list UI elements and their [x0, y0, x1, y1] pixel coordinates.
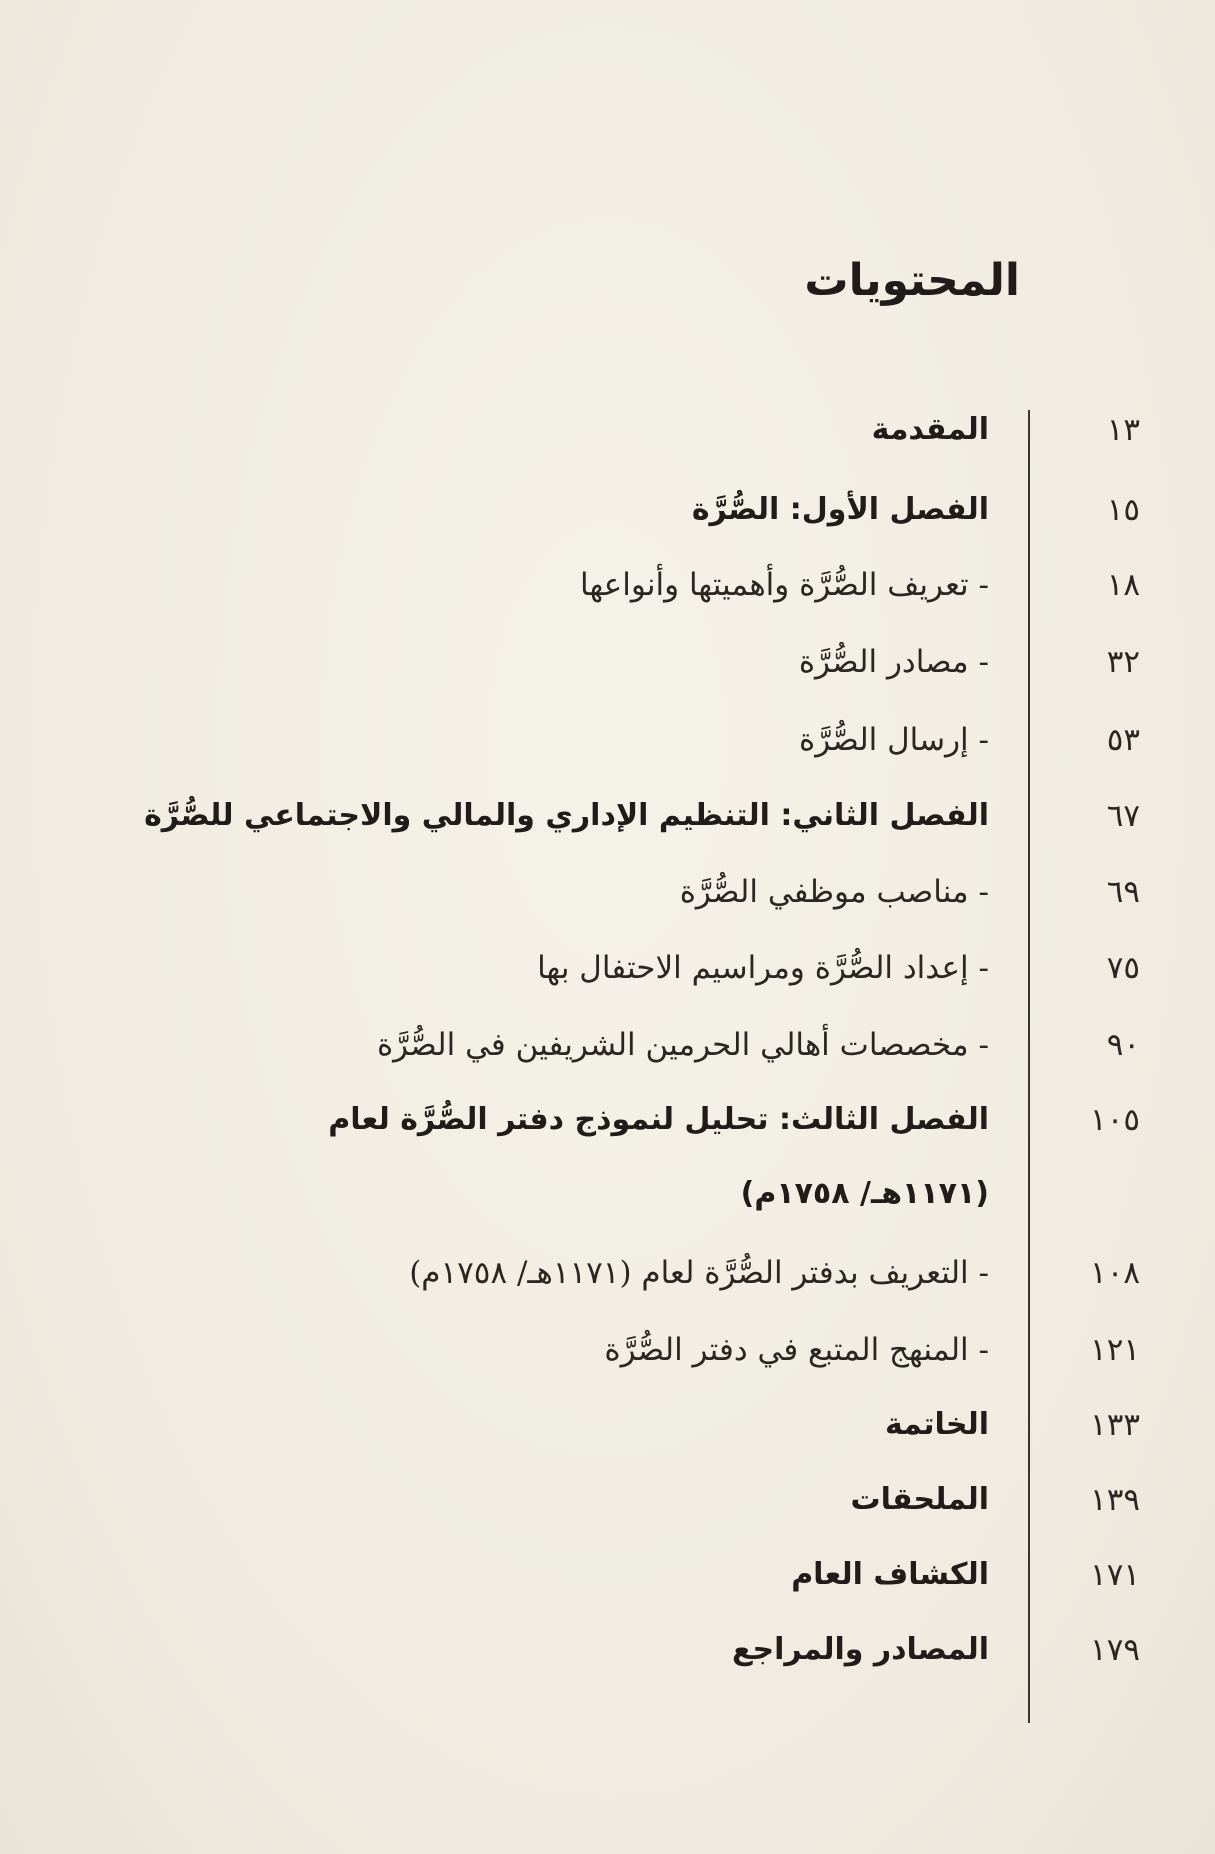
toc-page-number: ٥٣ [1106, 722, 1140, 758]
toc-entry [0, 720, 1215, 780]
toc-page-number: ١٧١ [1090, 1557, 1140, 1593]
toc-entry [0, 1100, 1215, 1250]
toc-entry [0, 565, 1215, 625]
toc-entry [0, 1555, 1215, 1615]
toc-entry-title: المصادر والمراجع [732, 1632, 989, 1667]
toc-entry-title: - التعريف بدفتر الصُّرَّة لعام (١١٧١هـ/ ١٧٥٨م) [409, 1255, 989, 1291]
toc-page-number: ٩٠ [1106, 1027, 1140, 1063]
toc-page-number: ١٧٩ [1090, 1632, 1140, 1668]
toc-entry [0, 642, 1215, 702]
toc-entry [0, 1025, 1215, 1085]
toc-entry-title: - مناصب موظفي الصُّرَّة [679, 874, 989, 910]
toc-entry-title: - المنهج المتبع في دفتر الصُّرَّة [604, 1332, 989, 1368]
toc-entry [0, 1480, 1215, 1540]
toc-page-number: ٧٥ [1106, 950, 1140, 986]
toc-entry [0, 1405, 1215, 1465]
toc-entry [0, 1330, 1215, 1390]
toc-entry-title: - إعداد الصُّرَّة ومراسيم الاحتفال بها [537, 950, 989, 986]
toc-page-number: ٦٧ [1106, 798, 1140, 834]
toc-page-number: ١٠٥ [1090, 1102, 1140, 1138]
toc-page-number: ١٣ [1106, 412, 1140, 448]
toc-entry-title: الخاتمة [884, 1407, 989, 1442]
toc-entry [0, 1630, 1215, 1690]
toc-entry [0, 796, 1215, 856]
toc-entry-title: الفصل الأول: الصُّرَّة [691, 492, 989, 527]
toc-page-number: ١٨ [1106, 567, 1140, 603]
toc-entry-title: المقدمة [871, 412, 989, 447]
toc-entry-title: الفصل الثاني: التنظيم الإداري والمالي والاجتماعي للصُّرَّة [144, 798, 989, 833]
toc-entry [0, 948, 1215, 1008]
toc-entry-title: - مصادر الصُّرَّة [798, 644, 989, 680]
toc-entry-title: - تعريف الصُّرَّة وأهميتها وأنواعها [580, 567, 989, 603]
page-title: المحتويات [804, 255, 1020, 306]
toc-entry [0, 410, 1215, 470]
toc-page-number: ١٠٨ [1090, 1255, 1140, 1291]
toc-page-number: ١٣٣ [1090, 1407, 1140, 1443]
toc-page-number: ١٣٩ [1090, 1482, 1140, 1518]
toc-page-number: ٦٩ [1106, 874, 1140, 910]
toc-page-number: ٣٢ [1106, 644, 1140, 680]
toc-entry-title: الملحقات [850, 1482, 989, 1517]
toc-entry-title: الكشاف العام [791, 1557, 989, 1592]
toc-page-number: ١٥ [1106, 492, 1140, 528]
toc-entry-title: الفصل الثالث: تحليل لنموذج دفتر الصُّرَّة لعام (١١٧١هـ/ ١٧٥٨م) [328, 1102, 989, 1211]
toc-entry-title: - مخصصات أهالي الحرمين الشريفين في الصُّرَّة [376, 1027, 989, 1063]
toc-entry [0, 1253, 1215, 1313]
toc-entry [0, 872, 1215, 932]
toc-entry-title: - إرسال الصُّرَّة [799, 722, 989, 758]
toc-page-number: ١٢١ [1090, 1332, 1140, 1368]
toc-entry [0, 490, 1215, 550]
